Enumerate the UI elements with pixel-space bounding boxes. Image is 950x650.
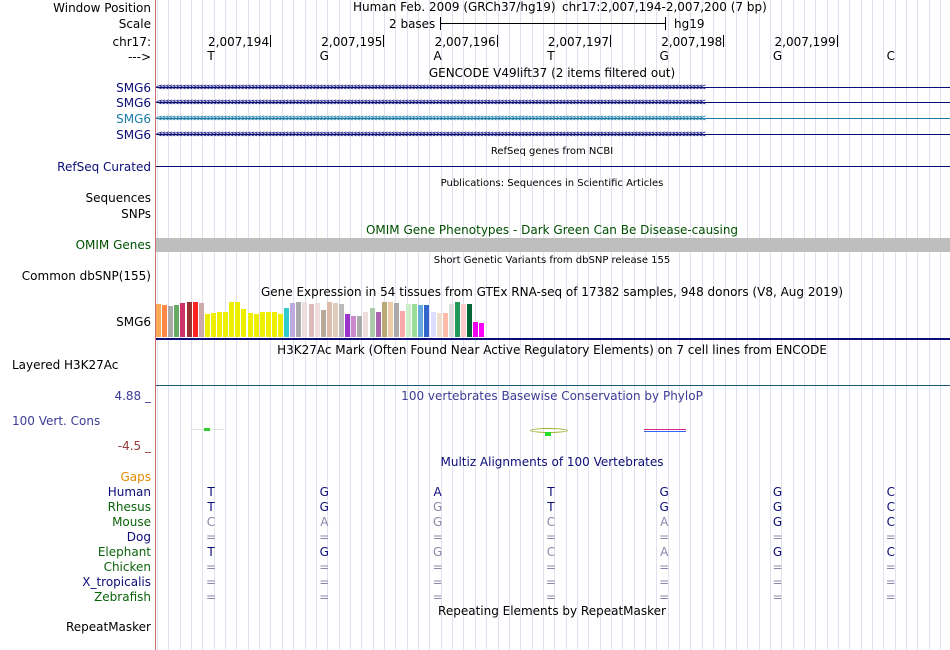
gtex-tissue-bar[interactable] [315, 303, 320, 337]
alignment-base: = [885, 575, 896, 589]
base-letter: G [319, 49, 329, 63]
alignment-base: = [319, 575, 330, 589]
alignment-base: G [772, 500, 783, 514]
gtex-tissue-bar[interactable] [162, 305, 167, 337]
gencode-gene-label[interactable]: SMG6 [116, 128, 151, 142]
gtex-tissue-bar[interactable] [235, 302, 240, 337]
gencode-gene-label[interactable]: SMG6 [116, 81, 151, 95]
alignment-base: G [319, 545, 329, 559]
gtex-tissue-bar[interactable] [333, 303, 338, 337]
phylop-max-label: 4.88 _ [114, 389, 151, 403]
alignment-base: A [433, 485, 442, 499]
phylop-mark [545, 432, 551, 436]
multiz-track-title: Multiz Alignments of 100 Vertebrates [440, 455, 664, 469]
window-position-label: Window Position [53, 1, 151, 15]
alignment-base: G [432, 545, 443, 559]
gtex-tissue-bar[interactable] [449, 304, 454, 337]
gencode-transcript[interactable] [156, 82, 950, 94]
alignment-base: = [885, 560, 896, 574]
alignment-base: = [885, 590, 896, 604]
base-letter: A [433, 49, 442, 63]
dbsnp-track-label[interactable]: Common dbSNP(155) [21, 269, 151, 283]
gtex-tissue-bar[interactable] [229, 302, 234, 337]
strand-arrows-icon: <<<<<<<<<<<<<<<<<<<<<<<<<<<<<<<<<<<<<<<<<<<<<<<<<<<<<<<<<<<<<<<<<<<<<<<<<<<<<<<<<<<<<<<<<<<<<<<<<<<<<<<<<<<<<<<<<<<<<<<<<<<<<<<<<<<<<<<<<<<<<<<<<<<<<<<<<<<<<<<< [156, 97, 704, 108]
coordinate-tick [497, 35, 498, 47]
alignment-base: G [659, 500, 669, 514]
gtex-tissue-bar[interactable] [479, 323, 484, 337]
gtex-tissue-bar[interactable] [370, 308, 375, 337]
alignment-base: = [659, 575, 670, 589]
gtex-tissue-bar[interactable] [272, 312, 277, 337]
refseq-gene-line[interactable] [156, 166, 950, 167]
gtex-tissue-bar[interactable] [217, 312, 222, 337]
phylop-mark [644, 429, 686, 432]
alignment-base: = [432, 560, 443, 574]
gtex-bar-chart[interactable] [156, 302, 556, 337]
gtex-gene-line [156, 338, 950, 340]
gtex-tissue-bar[interactable] [345, 314, 350, 337]
alignment-base: A [660, 515, 669, 529]
gencode-transcript[interactable] [156, 97, 950, 109]
alignment-base: G [319, 500, 329, 514]
gtex-tissue-bar[interactable] [443, 313, 448, 337]
alignment-base: T [207, 500, 215, 514]
phylop-track-title: 100 vertebrates Basewise Conservation by PhyloP [401, 389, 703, 403]
gencode-transcript[interactable] [156, 129, 950, 141]
alignment-base: C [886, 545, 895, 559]
coordinate-label: 2,007,196 [434, 35, 496, 49]
alignment-base: = [205, 575, 217, 589]
base-letter: C [886, 49, 895, 63]
track-display-panel[interactable] [156, 0, 950, 650]
gtex-tissue-bar[interactable] [260, 312, 265, 337]
alignment-base: C [886, 515, 895, 529]
gtex-tissue-bar[interactable] [400, 311, 405, 337]
alignment-base: C [546, 515, 556, 529]
repeatmasker-track-label[interactable]: RepeatMasker [65, 620, 151, 634]
species-label[interactable]: Elephant [97, 545, 151, 559]
h3k27ac-baseline [156, 385, 950, 386]
alignment-base: = [772, 575, 783, 589]
refseq-track-label[interactable]: RefSeq Curated [57, 160, 151, 174]
alignment-base: C [886, 485, 895, 499]
track-label-panel [0, 0, 155, 650]
base-letter: T [207, 49, 215, 63]
coordinate-tick [610, 35, 611, 47]
alignment-base: = [545, 575, 556, 589]
gtex-gene-label[interactable]: SMG6 [116, 315, 151, 329]
species-label[interactable]: Chicken [103, 560, 151, 574]
coordinate-label: 2,007,195 [321, 35, 383, 49]
phylop-min-label: -4.5 _ [117, 439, 151, 453]
alignment-base: G [659, 485, 669, 499]
omim-track-label[interactable]: OMIM Genes [75, 238, 151, 252]
alignment-base: G [432, 500, 443, 514]
gtex-tissue-bar[interactable] [284, 308, 289, 337]
omim-track-title: OMIM Gene Phenotypes - Dark Green Can Be Disease-causing [365, 223, 739, 237]
alignment-base: = [545, 530, 556, 544]
publications-track-title: Publications: Sequences in Scientific Articles [440, 178, 664, 189]
alignment-base: = [659, 590, 670, 604]
strand-arrows-icon: <<<<<<<<<<<<<<<<<<<<<<<<<<<<<<<<<<<<<<<<<<<<<<<<<<<<<<<<<<<<<<<<<<<<<<<<<<<<<<<<<<<<<<<<<<<<<<<<<<<<<<<<<<<<<<<<<<<<<<<<<<<<<<<<<<<<<<<<<<<<<<<<<<<<<<<<<<<<<<<< [156, 113, 704, 124]
coordinate-tick [723, 35, 724, 47]
alignment-base: = [432, 575, 443, 589]
base-letter: G [772, 49, 783, 63]
alignment-base: T [207, 485, 215, 499]
gencode-gene-label[interactable]: SMG6 [116, 112, 151, 126]
h3k27ac-track-label[interactable]: Layered H3K27Ac [12, 358, 119, 372]
alignment-base: G [432, 515, 443, 529]
gencode-transcript[interactable] [156, 113, 950, 125]
gtex-tissue-bar[interactable] [473, 322, 478, 337]
base-letter: G [659, 49, 669, 63]
gtex-tissue-bar[interactable] [223, 312, 228, 337]
base-letter: T [547, 49, 555, 63]
alignment-base: A [320, 515, 329, 529]
strand-arrows-icon: <<<<<<<<<<<<<<<<<<<<<<<<<<<<<<<<<<<<<<<<<<<<<<<<<<<<<<<<<<<<<<<<<<<<<<<<<<<<<<<<<<<<<<<<<<<<<<<<<<<<<<<<<<<<<<<<<<<<<<<<<<<<<<<<<<<<<<<<<<<<<<<<<<<<<<<<<<<<<<<< [156, 129, 704, 140]
sequences-track-label[interactable]: Sequences [85, 191, 151, 205]
alignment-base: C [206, 515, 216, 529]
species-label[interactable]: Zebrafish [94, 590, 151, 604]
scale-bar-left-tick [440, 17, 441, 30]
species-label[interactable]: Dog [126, 530, 151, 544]
species-label[interactable]: X_tropicalis [82, 575, 151, 589]
scale-db-label: hg19 [674, 17, 705, 31]
refseq-track-title: RefSeq genes from NCBI [490, 146, 614, 157]
gtex-tissue-bar[interactable] [321, 310, 326, 337]
gtex-tissue-bar[interactable] [418, 305, 423, 337]
gtex-tissue-bar[interactable] [254, 314, 259, 337]
gtex-tissue-bar[interactable] [241, 309, 246, 337]
gaps-label[interactable]: Gaps [120, 470, 151, 484]
coordinate-label: 2,007,194 [208, 35, 270, 49]
gtex-tissue-bar[interactable] [467, 304, 472, 337]
position-readout: chr17:2,007,194-2,007,200 (7 bp) [562, 0, 767, 14]
alignment-base: = [432, 590, 443, 604]
alignment-base: = [432, 530, 443, 544]
gencode-gene-label[interactable]: SMG6 [116, 96, 151, 110]
gtex-tissue-bar[interactable] [193, 302, 198, 337]
strand-arrows-icon: <<<<<<<<<<<<<<<<<<<<<<<<<<<<<<<<<<<<<<<<<<<<<<<<<<<<<<<<<<<<<<<<<<<<<<<<<<<<<<<<<<<<<<<<<<<<<<<<<<<<<<<<<<<<<<<<<<<<<<<<<<<<<<<<<<<<<<<<<<<<<<<<<<<<<<<<<<<<<<<< [156, 82, 704, 93]
gtex-tissue-bar[interactable] [406, 304, 411, 337]
gtex-tissue-bar[interactable] [168, 306, 173, 337]
scale-bar-right-tick [665, 17, 666, 30]
alignment-base: = [319, 590, 330, 604]
gtex-tissue-bar[interactable] [363, 312, 368, 337]
omim-gene-bar[interactable] [156, 238, 950, 252]
gtex-tissue-bar[interactable] [156, 304, 161, 337]
gtex-tissue-bar[interactable] [205, 314, 210, 337]
gtex-tissue-bar[interactable] [357, 316, 362, 337]
gtex-tissue-bar[interactable] [309, 304, 314, 337]
gtex-tissue-bar[interactable] [248, 313, 253, 337]
alignment-base: = [659, 560, 670, 574]
gtex-tissue-bar[interactable] [187, 302, 192, 337]
gtex-tissue-bar[interactable] [437, 313, 442, 337]
gtex-tissue-bar[interactable] [424, 305, 429, 337]
gtex-tissue-bar[interactable] [376, 312, 381, 337]
gtex-tissue-bar[interactable] [180, 303, 185, 337]
gtex-tissue-bar[interactable] [211, 313, 216, 338]
alignment-base: T [547, 500, 555, 514]
gtex-tissue-bar[interactable] [174, 305, 179, 337]
coordinate-label: 2,007,197 [547, 35, 609, 49]
alignment-base: = [772, 530, 783, 544]
gtex-tissue-bar[interactable] [455, 302, 460, 337]
alignment-base: = [205, 530, 217, 544]
alignment-base: = [772, 590, 783, 604]
gtex-tissue-bar[interactable] [412, 304, 417, 337]
coordinate-label: 2,007,199 [774, 35, 836, 49]
alignment-base: A [660, 545, 669, 559]
coordinate-tick [837, 35, 838, 47]
gtex-tissue-bar[interactable] [278, 314, 283, 337]
gtex-tissue-bar[interactable] [431, 312, 436, 337]
phylop-track-label[interactable]: 100 Vert. Cons [12, 414, 101, 428]
alignment-base: G [772, 545, 783, 559]
gtex-tissue-bar[interactable] [339, 304, 344, 337]
gtex-tissue-bar[interactable] [290, 303, 295, 337]
dbsnp-track-title: Short Genetic Variants from dbSNP release 155 [433, 255, 671, 266]
alignment-base: G [319, 485, 329, 499]
gtex-tissue-bar[interactable] [296, 302, 301, 337]
alignment-base: = [319, 530, 330, 544]
strand-label: ---> [127, 50, 151, 64]
chrom-label: chr17: [112, 35, 151, 49]
gtex-tissue-bar[interactable] [394, 303, 399, 337]
h3k27ac-track-title: H3K27Ac Mark (Often Found Near Active Regulatory Elements) on 7 cell lines from ENCODE [277, 343, 827, 357]
alignment-base: T [207, 545, 215, 559]
phylop-mark [204, 428, 210, 431]
alignment-base: C [546, 545, 556, 559]
gtex-tissue-bar[interactable] [327, 302, 332, 337]
scale-bar-text: 2 bases [389, 17, 436, 31]
species-label[interactable]: Human [107, 485, 151, 499]
alignment-base: G [772, 485, 783, 499]
alignment-base: = [205, 560, 217, 574]
coordinate-tick [270, 35, 271, 47]
species-label[interactable]: Rhesus [107, 500, 151, 514]
coordinate-label: 2,007,198 [661, 35, 723, 49]
alignment-base: = [772, 560, 783, 574]
gtex-tissue-bar[interactable] [302, 302, 307, 337]
gtex-tissue-bar[interactable] [351, 316, 356, 337]
repeatmasker-track-title: Repeating Elements by RepeatMasker [438, 604, 666, 618]
gtex-tissue-bar[interactable] [388, 302, 393, 337]
alignment-base: = [885, 530, 896, 544]
alignment-base: = [545, 590, 556, 604]
coordinate-tick [383, 35, 384, 47]
gtex-tissue-bar[interactable] [266, 312, 271, 337]
gtex-tissue-bar[interactable] [199, 303, 204, 337]
gtex-tissue-bar[interactable] [382, 302, 387, 337]
gtex-tissue-bar[interactable] [461, 304, 466, 337]
assembly-title: Human Feb. 2009 (GRCh37/hg19) [353, 0, 556, 14]
snps-track-label[interactable]: SNPs [121, 207, 151, 221]
alignment-base: G [772, 515, 783, 529]
alignment-base: T [547, 485, 555, 499]
scale-bar [440, 23, 665, 24]
scale-label: Scale [118, 17, 151, 31]
alignment-base: = [319, 560, 330, 574]
alignment-base: = [545, 560, 556, 574]
gtex-track-title: Gene Expression in 54 tissues from GTEx RNA-seq of 17382 samples, 948 donors (V8, Aug 2019) [260, 285, 844, 299]
alignment-base: = [659, 530, 670, 544]
species-label[interactable]: Mouse [112, 515, 151, 529]
alignment-base: C [886, 500, 895, 514]
alignment-base: = [205, 590, 217, 604]
gencode-track-title: GENCODE V49lift37 (2 items filtered out) [428, 66, 676, 80]
